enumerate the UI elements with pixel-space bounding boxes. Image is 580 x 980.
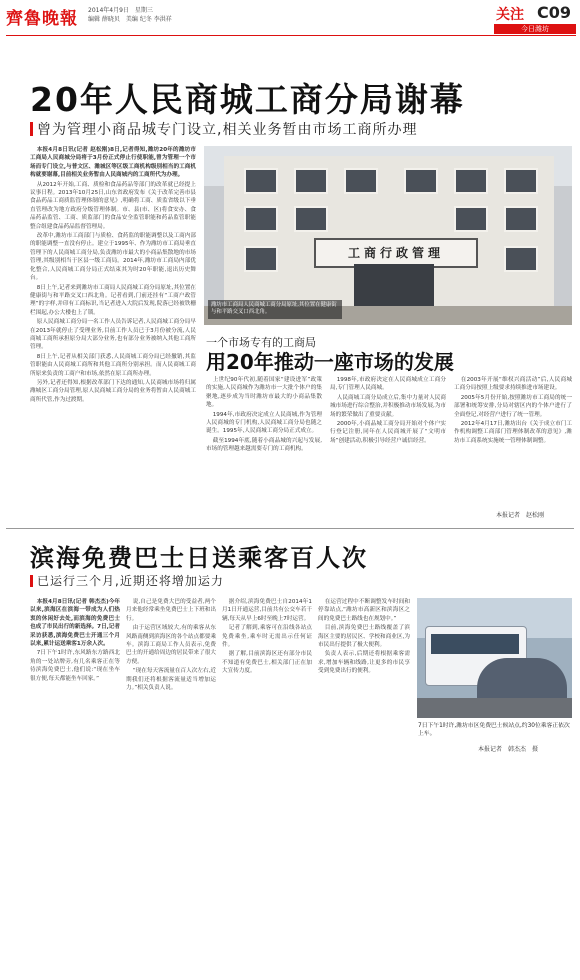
story3-paragraph: 据了解,目前滨海区还有部分市民不知道有免费巴士,相关部门正在加大宣传力度。: [222, 651, 312, 675]
story2-paragraph: 截至1994年底,随着小商品城的兴起与发展,市场的管理越来越需要专门的工商机构。: [206, 437, 322, 453]
masthead-rule: [6, 35, 576, 36]
story1-paragraph: 本报4月8日讯(记者 赵松刚)8日,记者得知,潍坊20年的潍坊市工商局人民商城分局将于3月份正式停止行使职能,曾为管理一个市场而专门设立,与普文区、潍城区等区级工商机构级别相当的工商机构就要谢幕,目前相关业务暂由人民商城内的工商所代为办理。: [30, 147, 196, 179]
story1-headline: 20年人民商城工商分局谢幕: [30, 80, 465, 119]
story2-paragraph: 上世纪90年代初,随着国家“建设进军”政策的实施,人民商城作为潍坊市一大批个体户的集聚地,逐步成为当时潍坊市最大的小商品集散地。: [206, 377, 322, 409]
story2-paragraph: 2005年5月份开始,按照潍坊市工商局的统一部署和统筹安排,分局对辖区内的个体户进行了全面登记,对经营户进行了统一管理。: [454, 394, 572, 418]
story3-paragraph: 说,自己是免费大巴的受益者,两个月来他经常乘坐免费巴士上下班和出行。: [126, 599, 216, 622]
bus-photo: [417, 598, 572, 718]
story2-paragraph: 在2003年开展“维权兴商活动”后,人民商城工商分局按照上级要求持续推进市场建设。: [454, 377, 572, 392]
story2-paragraph: 人民商城工商分局成立后,集中力量对人民商城市场进行综合整治,并积极推动市场发展,为市场的繁荣做出了重要贡献。: [330, 394, 446, 418]
section-tag: 今日潍坊: [494, 24, 576, 34]
story1-paragraph: 8日上午,记者从相关部门获悉,人民商城工商分局已经撤销,其监管职能由人民商城工商所和其他工商所分别承担。而人民商城工商所原来负责的工商户和市场,依然在原工商所办理。: [30, 353, 196, 377]
story3-column-2: [126, 598, 216, 898]
masthead: [0, 0, 580, 34]
story3-paragraph: 在运营过程中不断调整发车时间和停靠站点,“潍坊市高新区和滨海区之间的免费巴士路线也在规划中。”: [318, 599, 410, 622]
story2-column-3: [454, 376, 572, 504]
date-line: 2014年4月9日 星期三: [88, 7, 153, 14]
story2-column-2: [330, 376, 446, 524]
photo2-caption: 7日下午1时许,潍坊市区免费巴士候站点,约30位乘客正依次上车。: [418, 723, 570, 737]
story1-paragraph: 改革中,潍坊市工商部门与质检、食药监的职能调整以及工商内部的职能调整一直没有停止。建立于1995年、作为潍坊市工商局垂直管理下的人民商城工商分局,负责潍坊市最大的小商品集散地的市场管理,其级别相当于区县一级工商局。2014年,潍坊市工商局内部优化整合,人民商城工商分局正式结束其为时20年职能,退出历史舞台。: [30, 233, 196, 282]
editor-line: 编辑 薛晓贝 美编 纪冬 李洪祥: [88, 16, 172, 23]
story3-paragraph: 负责人表示,后期还将根据乘客需求,增加车辆和线路,让更多的市民享受到免费出行的便利。: [318, 651, 410, 675]
story1-subhead: [30, 119, 417, 139]
story3-paragraph: 记者了解到,乘客可在沿线各站点免费乘坐,乘车时无需出示任何证件。: [222, 625, 312, 649]
story1-paragraph: 原人民商城工商分局一名工作人员告诉记者,人民商城工商分局早在2013年就停止了受理业务,目前工作人员已于3月份被分流,人民商城工商所承担原分局大部分业务,也有部分业务被纳入其他工商所管理。: [30, 319, 196, 351]
section-name: 关注: [496, 7, 524, 23]
story2-paragraph: 1998年,市政府决定在人民商城成立工商分局,专门管理人民商城。: [330, 377, 446, 392]
story1-subhead-text: 曾为管理小商品城专门设立,相关业务暂由市场工商所办理: [37, 122, 418, 138]
story2-paragraph: 1994年,市政府决定成立人民商城,作为管理人民商城的专门机构,人民商城工商分局也随之诞生。1995年,人民商城工商分局正式成立。: [206, 411, 322, 435]
story3-paragraph: 目前,滨海免费巴士路线覆盖了滨海区主要的居民区、学校和商业区,为市民出行提供了极大便利。: [318, 625, 410, 649]
story1-paragraph: 8日上午,记者来到潍坊市工商局人民商城工商分局原址,其位置在健康街与和平路交叉口西北角。记者看到,门前还挂有“工商户政管理”的字样,并印有工商标识,当记者进入大院后发现,院落已经被铁栅栏围起,办公大楼也上了锁。: [30, 284, 196, 316]
subhead-marker: [30, 575, 33, 587]
story3-headline: 滨海免费巴士日送乘客百人次: [30, 544, 368, 572]
story3-column-4: [318, 598, 410, 898]
building-photo: [204, 146, 572, 325]
story3-column-1: [30, 598, 120, 898]
story3-subhead-text: 已运行三个月,近期还将增加运力: [37, 574, 224, 588]
story3-subhead: [30, 572, 224, 589]
story3-paragraph: 本报4月8日讯(记者 韩杰杰)今年以来,滨海区在滨海一带成为人们热衷的休闲好去处,而滨海的免费巴士也成了市民出行的新选择。7日,记者采访获悉,滨海免费巴士开通三个月以来,累计运送乘客1万余人次。: [30, 599, 120, 648]
story1-body-column: [30, 146, 196, 524]
story3-paragraph: “现在每天客流量在百人次左右,近期我们还将根据客流量适当增加运力。”相关负责人说。: [126, 668, 216, 692]
story2-headline: 用20年推动一座市场的发展: [206, 350, 454, 374]
subhead-marker: [30, 122, 33, 136]
story2-kicker: 一个市场专有的工商局: [206, 336, 316, 349]
story3-column-3: [222, 598, 312, 898]
story3-paragraph: 据介绍,滨海免费巴士自2014年1月1日开通运营,目前共有公交车若干辆,每天从早上6时至晚上7时运营。: [222, 599, 312, 622]
story-divider: [6, 528, 574, 529]
story3-byline: 本报记者 韩杰杰 摄: [478, 746, 539, 753]
story3-paragraph: 7日下午1时许,东风路东方路西北角的一处站牌旁,有几名乘客正在等待滨海免费巴士,他们说:“现在坐车很方便,每天都能坐车回家。”: [30, 650, 120, 682]
story2-column-1: [206, 376, 322, 524]
story1-paragraph: 从2012年开始,工商、质检和食品药品等部门的改革就已经提上议事日程。2013年10月25日,山东省政府发布《关于改革完善市县食品药品工商质监管理体制的意见》,明确将工商、质监省级以下垂直管理改为地方政府分级管理体制。市、县(市、区)将食安办、食品药品监管、工商、质监部门的食品安全监管职能和药品监管职能整合组建食品药品监督管理局。: [30, 181, 196, 230]
story2-paragraph: 2012年4月17日,潍坊出台《关于成立市门工作机构调整工商部门管理体制改革的意见》,潍坊市工商系统实施统一管理体制调整。: [454, 421, 572, 444]
page-number: C09: [537, 3, 572, 22]
newspaper-logo: 齊魯晚報: [6, 9, 78, 29]
story2-paragraph: 2000年,小商品城工商分局开始对个体户实行登记注册,同年在人民商城开展了“文明市场”创建活动,积极引导经营户诚信经营。: [330, 421, 446, 444]
building-signboard: 工商行政管理: [314, 238, 478, 268]
story2-byline: 本报记者 赵松刚: [496, 512, 545, 519]
photo1-caption: 潍坊市工商局人民商城工商分局原址,其位置在健康街与和平路交叉口西北角。: [208, 300, 342, 319]
story1-paragraph: 另外,记者还得知,根据改革部门下达的通知,人民商城市场将归属潍城区工商分局管理,原人民商城工商分局的业务将暂由人民商城工商所代管,作为过渡期。: [30, 379, 196, 403]
story3-paragraph: 由于运营区域较大,有的乘客从东风路南侧到滨海区的各个站点都要乘车。滨海工商局工作人员表示,免费巴士的开通给周边的居民带来了很大方便。: [126, 625, 216, 665]
